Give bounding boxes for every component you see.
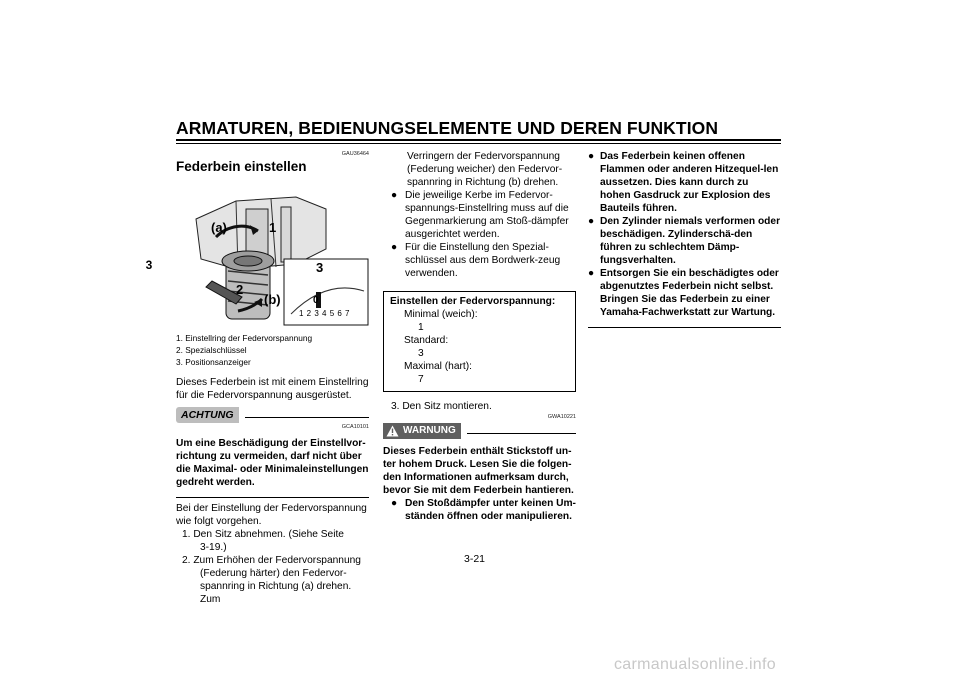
figure-label-b: (b)	[264, 292, 281, 307]
step-3: 3. Den Sitz montieren.	[391, 401, 492, 412]
warning-label: WARNUNG	[403, 425, 456, 436]
right-column	[588, 150, 781, 328]
spec-min-value: 1	[418, 322, 424, 333]
bullet-icon: ●	[588, 216, 595, 227]
step-1-cont: 3-19.)	[200, 542, 227, 553]
spec-std-value: 3	[418, 348, 424, 359]
title-rule-thin	[176, 143, 781, 144]
bullet-icon: ●	[391, 190, 398, 201]
warning-bullet-cylinder	[588, 215, 781, 267]
note-bullet-2-text: Für die Einstellung den Spezial-schlüssel aus dem Bordwerk-zeug verwenden.	[405, 242, 561, 279]
warning-bullet	[383, 497, 576, 523]
note-bullet-1	[383, 189, 576, 241]
spec-max-value: 7	[418, 374, 424, 385]
chapter-tab: 3	[145, 258, 153, 272]
watermark: carmanualsonline.info	[614, 656, 776, 673]
bullet-icon: ●	[391, 242, 398, 253]
shock-absorber-figure	[176, 179, 369, 327]
caption-1: 1. Einstellring der Federvorspannung	[176, 333, 313, 343]
spec-box-title: Einstellen der Federvorspannung:	[390, 296, 556, 307]
note-bullet-1-text: Die jeweilige Kerbe im Federvor-spannungs-Einstellring muss auf die Gegenmarkierung am Stoß-dämpfer ausgerichtet werden.	[405, 190, 569, 240]
section-title: Federbein einstellen	[176, 159, 307, 174]
figure-label-a: (a)	[211, 220, 227, 235]
banner-rule	[245, 417, 370, 418]
section-code: GAU36464	[341, 151, 369, 157]
step-2: 2. Zum Erhöhen der Federvorspannung	[182, 555, 361, 566]
caption-2: 2. Spezialschlüssel	[176, 345, 247, 355]
spec-min-label: Minimal (weich):	[404, 309, 478, 320]
warning-end-rule	[588, 327, 781, 328]
page-number: 3-21	[464, 553, 486, 565]
bullet-icon: ●	[391, 498, 398, 509]
caption-3: 3. Positionsanzeiger	[176, 357, 251, 367]
step-1: 1. Den Sitz abnehmen. (Siehe Seite	[182, 529, 344, 540]
warning-banner	[383, 423, 576, 439]
warning-bullet-flames	[588, 150, 781, 215]
middle-column	[383, 150, 576, 523]
title-rule	[176, 139, 781, 141]
figure-number-2: 2	[236, 282, 244, 297]
spec-max-label: Maximal (hart):	[404, 361, 472, 372]
bullet-icon: ●	[588, 268, 595, 279]
step-2-cont: (Federung härter) den Federvor-spannring in Richtung (a) drehen. Zum	[200, 568, 352, 605]
warning-triangle-icon	[386, 425, 399, 437]
position-scale: 1 2 3 4 5 6 7	[299, 309, 350, 318]
left-column	[176, 150, 369, 606]
step-2-continuation: Verringern der Federvorspannung (Federung weicher) den Federvor-spannring in Richtung (b) drehen.	[407, 151, 563, 188]
note-bullet-2	[383, 241, 576, 280]
intro-text: Dieses Federbein ist mit einem Einstellring für die Federvorspannung ausgerüstet.	[176, 377, 369, 401]
achtung-label: ACHTUNG	[176, 407, 239, 423]
scale-pointer: 0	[313, 295, 319, 306]
warning-text: Dieses Federbein enthält Stickstoff un-ter hohem Druck. Lesen Sie die folgen-den Informationen aufmerksam durch, bevor Sie mit dem Federbein hantieren.	[383, 446, 574, 496]
warning-bullet-text: Den Stoßdämpfer unter keinen Um-ständen öffnen oder manipulieren.	[405, 498, 576, 522]
figure-number-1: 1	[269, 220, 277, 235]
achtung-end-rule	[176, 497, 369, 498]
figure-number-3: 3	[316, 260, 324, 275]
warning-label-box	[383, 423, 461, 439]
steps-intro: Bei der Einstellung der Federvorspannung wie folgt vorgehen.	[176, 503, 367, 527]
spec-box	[383, 291, 576, 392]
banner-rule	[467, 433, 576, 434]
warning-code: GWA10221	[547, 414, 576, 420]
warning-bullet-disposal	[588, 267, 781, 319]
warning-bullet-disposal-text: Entsorgen Sie ein beschädigtes oder abgenutztes Federbein nicht selbst. Bringen Sie das Federbein zu einer Yamaha-Fachwerkstatt zur Wartung.	[600, 268, 779, 318]
achtung-banner	[176, 407, 369, 423]
warning-bullet-flames-text: Das Federbein keinen offenen Flammen oder anderen Hitzequel-len aussetzen. Dies kann durch zu hohen Gasdruck zur Explosion des Bauteils führen.	[600, 151, 779, 214]
warning-bullet-cylinder-text: Den Zylinder niemals verformen oder beschädigen. Zylinderschä-den führen zu schlechtem Dämp-fungsverhalten.	[600, 216, 781, 266]
bullet-icon: ●	[588, 151, 595, 162]
page-title: ARMATUREN, BEDIENUNGSELEMENTE UND DEREN FUNKTION	[176, 118, 719, 138]
achtung-code: GCA10101	[341, 424, 369, 430]
achtung-text: Um eine Beschädigung der Einstellvor-richtung zu vermeiden, darf nicht über die Maximal- oder Minimaleinstellungen gedreht werden.	[176, 438, 369, 488]
spec-std-label: Standard:	[404, 335, 449, 346]
